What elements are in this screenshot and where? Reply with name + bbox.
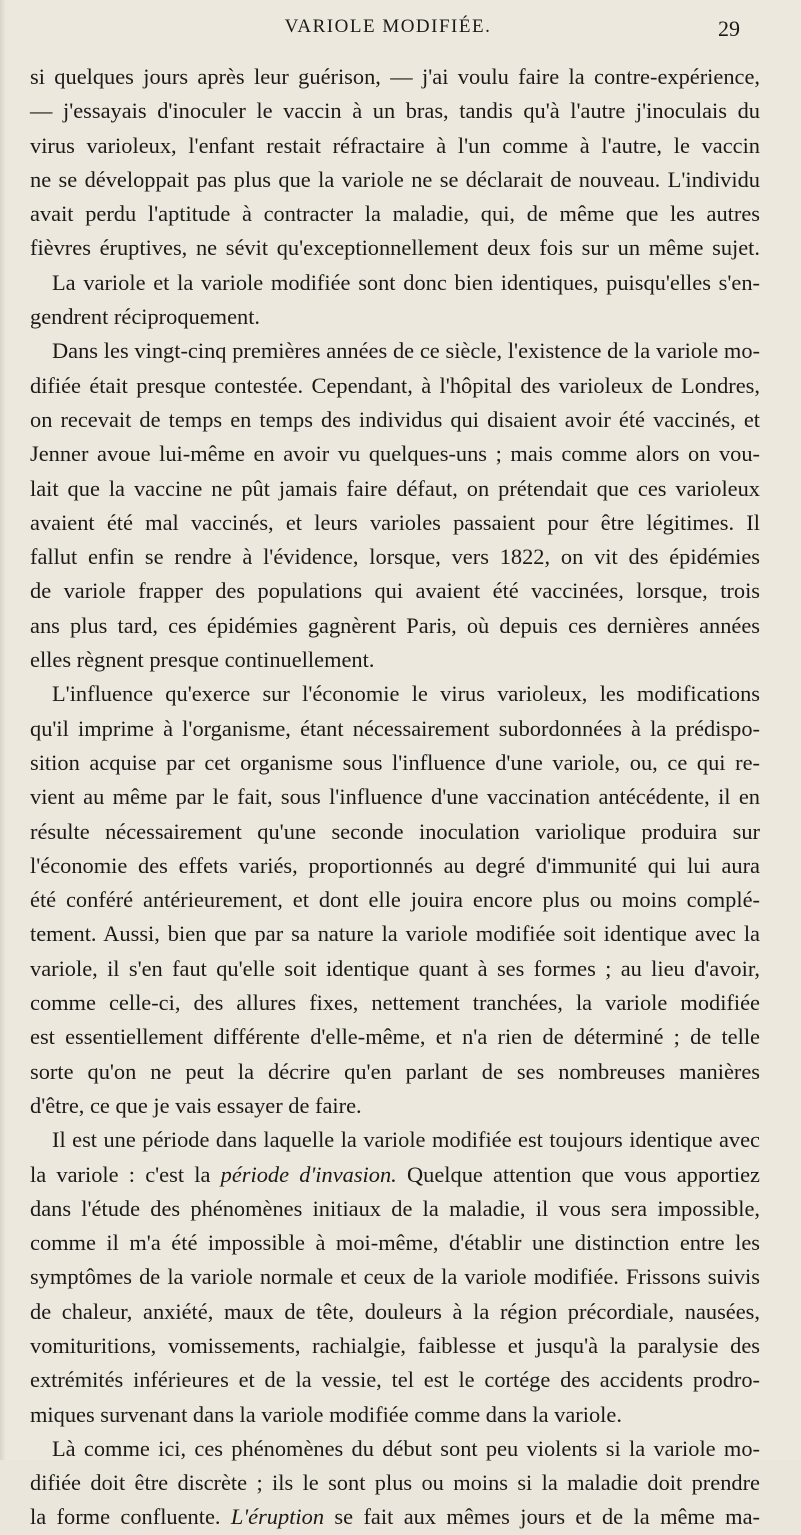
text-run: Il est une période dans laquelle la variole modifiée est toujours identique avec xyxy=(52,1127,760,1153)
text-run: la variole : c'est la xyxy=(30,1161,221,1187)
text-line: de variole frapper des populations qui avaient été vaccinées, lorsque, trois xyxy=(30,578,760,604)
text-line: sition acquise par cet organisme sous l'influence d'une variole, ou, ce qui re- xyxy=(30,749,760,775)
text-line: on recevait de temps en temps des individus qui disaient avoir été vaccinés, et xyxy=(30,406,760,432)
text-line: miques survenant dans la variole modifiée comme dans la variole. xyxy=(30,1401,622,1427)
text-line: l'économie des effets variés, proportionnés au degré d'immunité qui lui aura xyxy=(30,852,760,878)
text-line: tement. Aussi, bien que par sa nature la variole modifiée soit identique avec la xyxy=(30,921,760,947)
text-line: variole, il s'en faut qu'elle soit identique quant à ses formes ; au lieu d'avoir, xyxy=(30,955,760,981)
text-line: vient au même par le fait, sous l'influence d'une vaccination antécédente, il en xyxy=(30,784,760,810)
text-line xyxy=(30,1500,760,1534)
running-head xyxy=(0,16,801,56)
text-line: difiée doit être discrète ; ils le sont plus ou moins si la maladie doit prendre xyxy=(30,1470,760,1496)
text-line: ans plus tard, ces épidémies gagnèrent Paris, où depuis ces dernières années xyxy=(30,612,760,638)
text-line: fallut enfin se rendre à l'évidence, lorsque, vers 1822, on vit des épidémies xyxy=(30,544,760,570)
text-line: virus varioleux, l'enfant restait réfractaire à l'un comme à l'autre, le vaccin xyxy=(30,132,760,158)
text-line: Là comme ici, ces phénomènes du début sont peu violents si la variole mo- xyxy=(52,1435,760,1461)
page-number: 29 xyxy=(718,16,740,41)
text-line: lait que la vaccine ne pût jamais faire défaut, on prétendait que ces varioleux xyxy=(30,475,760,501)
text-run: la forme confluente. xyxy=(30,1504,231,1530)
text-line: avait perdu l'aptitude à contracter la maladie, qui, de même que les autres xyxy=(30,201,760,227)
text-line: fièvres éruptives, ne sévit qu'exceptionnellement deux fois sur un même sujet. xyxy=(30,235,760,261)
text-line: L'influence qu'exerce sur l'économie le virus varioleux, les modifications xyxy=(52,681,760,707)
text-line: gendrent réciproquement. xyxy=(30,304,261,330)
text-line xyxy=(30,1158,760,1192)
text-line: de chaleur, anxiété, maux de tête, douleurs à la région précordiale, nausées, xyxy=(30,1298,760,1324)
text-line: ne se développait pas plus que la variole ne se déclarait de nouveau. L'individu xyxy=(30,166,760,192)
text-line xyxy=(30,1123,760,1157)
text-line: avaient été mal vaccinés, et leurs varioles passaient pour être légitimes. Il xyxy=(30,509,760,535)
body-text xyxy=(30,60,760,1535)
text-line: difiée était presque contestée. Cependant, à l'hôpital des varioleux de Londres, xyxy=(30,372,760,398)
text-line: — j'essayais d'inoculer le vaccin à un bras, tandis qu'à l'autre j'inoculais du xyxy=(30,98,760,124)
text-line: Jenner avoue lui-même en avoir vu quelques-uns ; mais comme alors on vou- xyxy=(30,441,760,467)
text-line: symptômes de la variole normale et ceux de la variole modifiée. Frissons suivis xyxy=(30,1264,760,1290)
italic-term: période d'invasion. xyxy=(220,1161,397,1187)
italic-term: L'éruption xyxy=(230,1504,325,1530)
text-line: qu'il imprime à l'organisme, étant nécessairement subordonnées à la prédispo- xyxy=(30,715,760,741)
page-gutter-shadow xyxy=(0,0,6,1460)
text-line: si quelques jours après leur guérison, — j'ai voulu faire la contre-expérience, xyxy=(30,64,760,89)
text-line: vomituritions, vomissements, rachialgie, faiblesse et jusqu'à la paralysie des xyxy=(30,1332,760,1358)
text-line: comme il m'a été impossible à moi-même, d'établir une distinction entre les xyxy=(30,1230,760,1256)
text-line: d'être, ce que je vais essayer de faire. xyxy=(30,1092,362,1118)
text-line: La variole et la variole modifiée sont donc bien identiques, puisqu'elles s'en- xyxy=(52,269,760,295)
text-run: Quelque attention que vous apportiez xyxy=(396,1161,760,1187)
text-line: comme celle-ci, des allures fixes, nettement tranchées, la variole modifiée xyxy=(30,990,760,1016)
text-line: résulte nécessairement qu'une seconde inoculation variolique produira sur xyxy=(30,818,760,844)
text-line: extrémités inférieures et de la vessie, tel est le cortége des accidents prodro- xyxy=(30,1367,760,1393)
text-run: se fait aux mêmes jours et de la même ma- xyxy=(324,1504,760,1530)
running-title: VARIOLE MODIFIÉE. xyxy=(284,16,492,37)
text-line: été conféré antérieurement, et dont elle jouira encore plus ou moins complé- xyxy=(30,887,760,913)
text-line: elles règnent presque continuellement. xyxy=(30,647,375,673)
text-line: Dans les vingt-cinq premières années de ce siècle, l'existence de la variole mo- xyxy=(52,338,760,364)
text-line: dans l'étude des phénomènes initiaux de la maladie, il vous sera impossible, xyxy=(30,1195,760,1221)
text-line: est essentiellement différente d'elle-même, et n'a rien de déterminé ; de telle xyxy=(30,1024,760,1050)
text-line: sorte qu'on ne peut la décrire qu'en parlant de ses nombreuses manières xyxy=(30,1058,760,1084)
